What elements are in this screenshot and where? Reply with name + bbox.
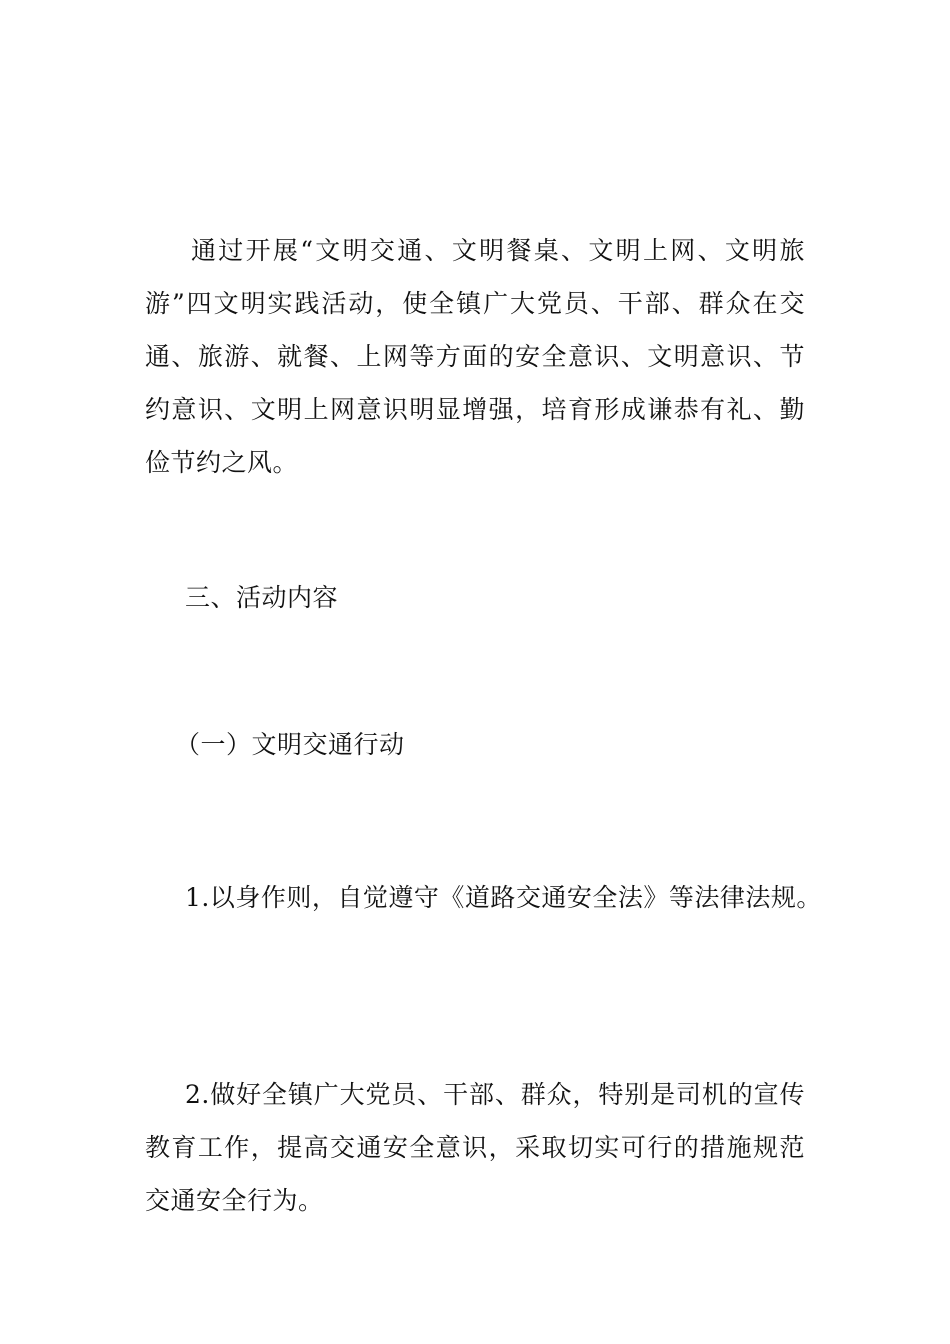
- intro-paragraph: 通过开展“文明交通、文明餐桌、文明上网、文明旅游”四文明实践活动，使全镇广大党员、干部、群众在交通、旅游、就餐、上网等方面的安全意识、文明意识、节约意识、文明上网意识明显增强，培育形成谦恭有礼、勤俭节约之风。: [145, 236, 805, 477]
- list-item-1: 1.以身作则，自觉遵守《道路交通安全法》等法律法规。: [185, 883, 822, 912]
- list-item-2: 2.做好全镇广大党员、干部、群众，特别是司机的宣传教育工作，提高交通安全意识，采取切实可行的措施规范交通安全行为。: [145, 1080, 805, 1215]
- section-heading: 三、活动内容: [185, 583, 339, 612]
- subsection-heading: （一）文明交通行动: [175, 730, 405, 759]
